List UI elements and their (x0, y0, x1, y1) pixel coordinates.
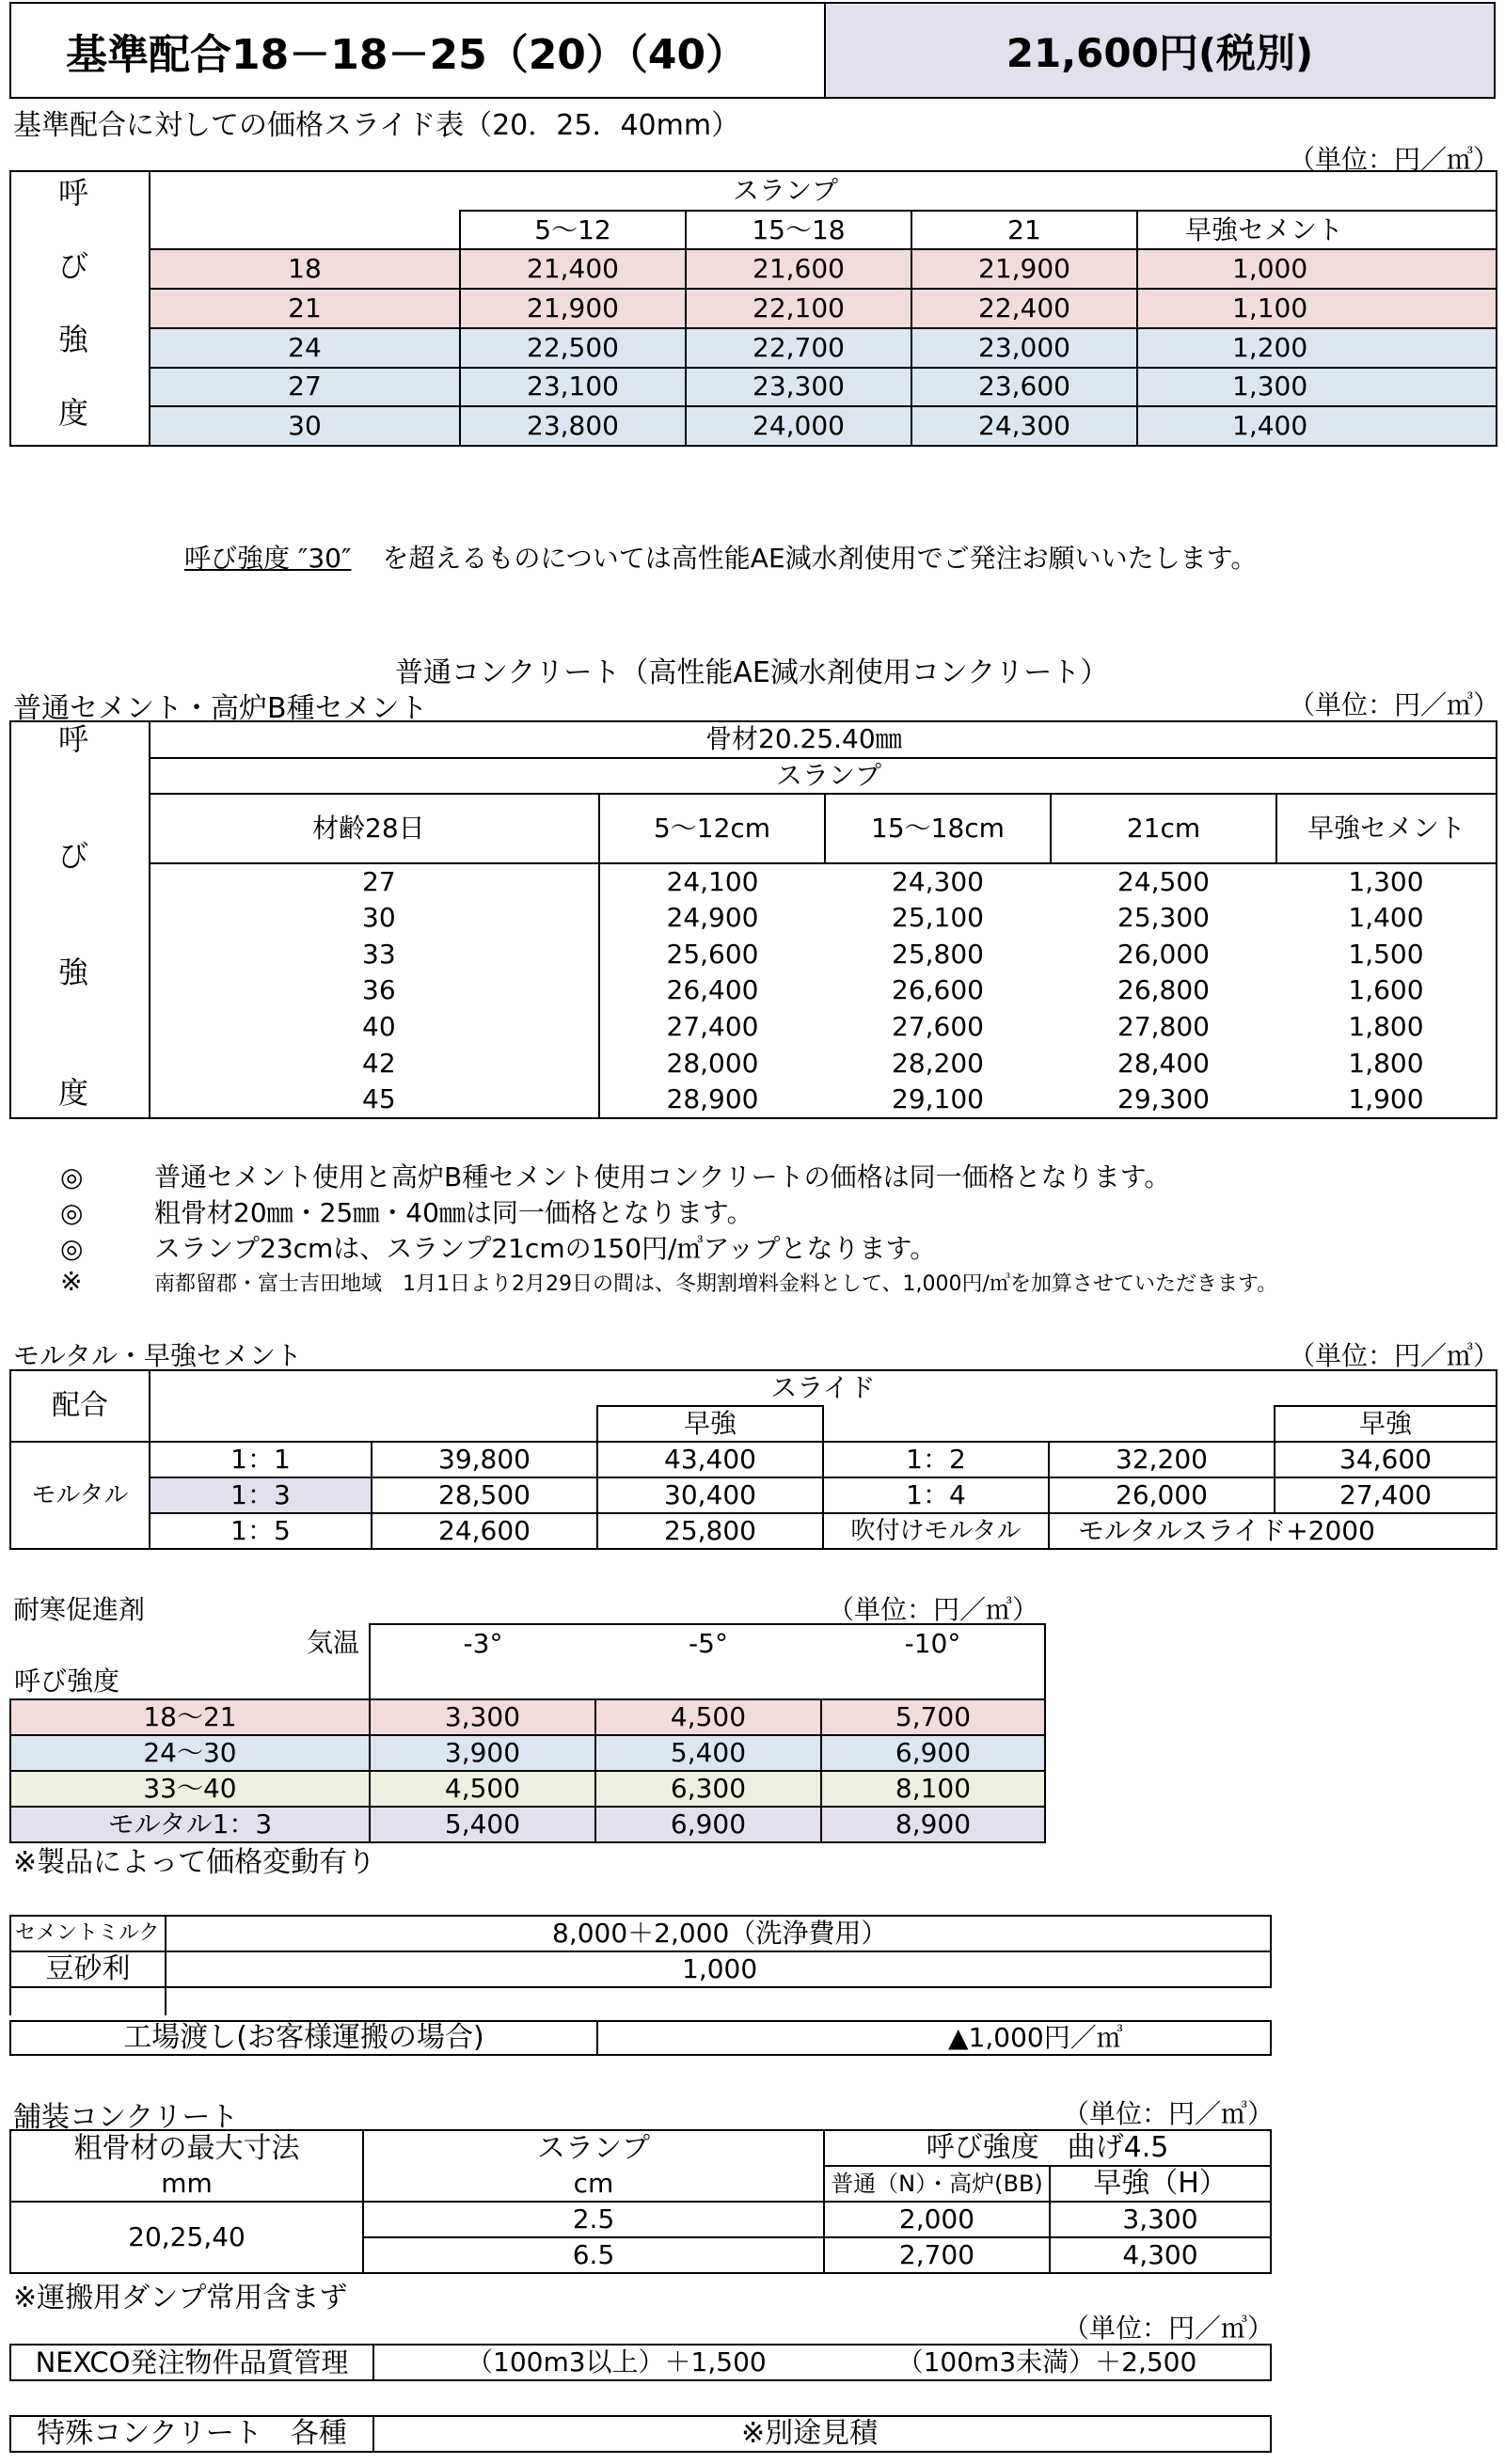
price-cell: 25,800 (597, 1513, 823, 1549)
page-title: 基準配合18－18－25（20）（40） (66, 30, 748, 79)
price-cell: 26,600 (892, 974, 984, 1006)
paving-note: ※運搬用ダンプ常用含まず (13, 2282, 348, 2314)
price-cell: 39,800 (372, 1442, 597, 1477)
note-underlined: 呼び強度 ″30″ (184, 543, 352, 574)
price-cell: 1,400 (1276, 900, 1497, 937)
header-title-box (9, 2, 826, 99)
mamejari-label: 豆砂利 (10, 1951, 166, 1987)
paving-slump: 2.5 (363, 2202, 824, 2237)
paving-col3-header: 呼び強度 曲げ4.5 (824, 2130, 1271, 2166)
table-row (10, 972, 1497, 1009)
strength-cell: 21 (150, 289, 460, 328)
table-row (10, 249, 1497, 289)
table-row (10, 328, 1497, 368)
price-cell: 43,400 (597, 1442, 823, 1477)
antifreeze-unit: （単位：円／㎥） (828, 1594, 1039, 1625)
slide1-note (184, 538, 1257, 576)
price-cell: 1,400 (1137, 406, 1497, 446)
slide1-col-header: 21 (911, 211, 1137, 250)
price-cell: 4,500 (595, 1699, 821, 1735)
table-row (10, 1735, 1045, 1771)
strength-cell: 40 (150, 1009, 599, 1046)
strength-cell: 36 (150, 972, 599, 1009)
paving-col1-unit: mm (10, 2166, 363, 2202)
mortar-soukyou-header: 早強 (597, 1406, 823, 1442)
price-cell: 6,300 (595, 1771, 821, 1807)
mortar-row-label: モルタル (10, 1442, 150, 1549)
paving-table (9, 2129, 1272, 2274)
price-cell: 27,400 (1275, 1477, 1497, 1513)
paving-title: 舗装コンクリート (13, 2101, 239, 2134)
table-row (10, 1045, 1497, 1082)
mortar-haigo: 配合 (10, 1370, 150, 1442)
table-row (10, 2202, 1271, 2237)
price-cell: 3,900 (370, 1735, 595, 1771)
price-cell: 25,600 (666, 938, 759, 970)
nexco-values (373, 2345, 1271, 2380)
table-row (10, 1699, 1045, 1735)
antifreeze-row-label: モルタル1：3 (10, 1807, 370, 1842)
row-label-char: 呼 (58, 721, 89, 757)
misc-table (9, 1915, 1272, 2015)
strength-cell: 18 (150, 249, 460, 289)
note-item (60, 1157, 1170, 1194)
price-cell: 27,400 (666, 1011, 759, 1043)
special-value: ※別途見積 (373, 2416, 1271, 2452)
price-cell: 22,400 (911, 289, 1137, 328)
table-row (10, 936, 1497, 972)
price-cell: 24,600 (372, 1513, 597, 1549)
price-cell: 1,600 (1276, 972, 1497, 1009)
price-cell: 8,100 (821, 1771, 1045, 1807)
price-cell: 5,400 (370, 1807, 595, 1842)
strength-cell: 27 (150, 368, 460, 407)
cement-milk-label: セメントミルク (10, 1916, 166, 1951)
price-cell: 1,100 (1137, 289, 1497, 328)
note-text: 粗骨材20㎜・25㎜・40㎜は同一価格となります。 (154, 1197, 753, 1228)
price-cell: 23,600 (911, 368, 1137, 407)
price-cell: 1,800 (1276, 1045, 1497, 1082)
row-label-char: び (58, 248, 89, 284)
mortar-title: モルタル・早強セメント (13, 1340, 302, 1371)
note-item (60, 1193, 753, 1230)
factory-table (9, 2020, 1272, 2056)
slide2-row-label (10, 721, 150, 1118)
antifreeze-table (9, 1623, 1046, 1843)
table-row (10, 863, 1497, 900)
note-item (60, 1228, 936, 1266)
price-cell: 28,200 (892, 1047, 984, 1079)
slide2-heading: 普通コンクリート（高性能AE減水剤使用コンクリート） (395, 656, 1109, 689)
slide2-col-header: 早強セメント (1276, 794, 1497, 862)
antifreeze-row-label: 33～40 (10, 1771, 370, 1807)
nexco-unit: （単位：円／㎥） (1063, 2313, 1275, 2344)
price-cell: 3,300 (1050, 2202, 1271, 2237)
paving-sub-early: 早強（H） (1050, 2166, 1271, 2202)
price-cell: 29,300 (1051, 1082, 1276, 1118)
slide2-col-header: 21cm (1051, 794, 1276, 862)
mortar-ratio: 1：3 (150, 1477, 372, 1513)
nexco-over: （100m3以上）＋1,500 (467, 2346, 767, 2377)
price-cell: 30,400 (597, 1477, 823, 1513)
antifreeze-row-label: 18～21 (10, 1699, 370, 1735)
cement-milk-value: 8,000＋2,000（洗浄費用） (166, 1916, 1271, 1951)
table-row (10, 1082, 1497, 1118)
mortar-ratio: 1：5 (150, 1513, 372, 1549)
price-cell: 25,300 (1117, 901, 1210, 933)
paving-col1-header: 粗骨材の最大寸法 (10, 2130, 363, 2166)
mortar-ratio: 1：4 (823, 1477, 1049, 1513)
price-cell: 1,900 (1276, 1082, 1497, 1118)
note-mark: ◎ (60, 1197, 84, 1228)
price-cell: 32,200 (1049, 1442, 1275, 1477)
nexco-table (9, 2344, 1272, 2381)
price-cell: 25,100 (892, 901, 984, 933)
slide2-slump-label: スランプ (150, 758, 1497, 795)
slide2-col-header: 5～12cm (599, 794, 825, 862)
price-cell: 1,500 (1276, 936, 1497, 972)
price-cell: 22,100 (686, 289, 911, 328)
table-row (10, 406, 1497, 446)
slide1-col-header: 15～18 (686, 211, 911, 250)
table-row (10, 1807, 1045, 1842)
paving-sub-normal: 普通（N）・高炉(BB) (824, 2166, 1050, 2202)
mortar-slide-label: スライド (150, 1370, 1497, 1406)
antifreeze-temp: -3° (370, 1624, 595, 1662)
special-table (9, 2415, 1272, 2453)
price-cell: 1,000 (1137, 249, 1497, 289)
slide2-col-header: 15～18cm (825, 794, 1051, 862)
table-row (10, 1442, 1497, 1477)
price-cell: 5,700 (821, 1699, 1045, 1735)
antifreeze-row-label: 24～30 (10, 1735, 370, 1771)
row-label-char: び (58, 838, 89, 874)
slide1-title: 基準配合に対しての価格スライド表（20．25．40mm） (13, 109, 740, 142)
slide1-unit: （単位：円／㎥） (1289, 144, 1500, 175)
mamejari-value: 1,000 (166, 1951, 1271, 1987)
price-cell: 4,500 (370, 1771, 595, 1807)
price-cell: 1,800 (1276, 1009, 1497, 1046)
nexco-label: NEXCO発注物件品質管理 (10, 2345, 373, 2380)
strength-cell: 33 (150, 936, 599, 972)
price-cell: 28,000 (666, 1047, 759, 1079)
slide1-col-header: 早強セメント (1137, 211, 1497, 250)
price-cell: 2,000 (824, 2202, 1050, 2237)
note-text: 南都留郡・富士吉田地域 1月1日より2月29日の間は、冬期割増料金料として、1,000円/㎥を加算させていただきます。 (154, 1272, 1278, 1296)
slide1-slump-label: スランプ (460, 171, 1497, 211)
price-cell: 28,400 (1117, 1047, 1210, 1079)
price-cell: 24,500 (1117, 865, 1210, 897)
note-rest: を超えるものについては高性能AE減水剤使用でご発注お願いいたします。 (382, 543, 1258, 574)
price-cell: 23,800 (460, 406, 686, 446)
price-cell: 27,600 (892, 1011, 984, 1043)
antifreeze-title: 耐寒促進剤 (13, 1594, 146, 1625)
antifreeze-temp: -10° (821, 1624, 1045, 1662)
price-cell: 22,700 (686, 328, 911, 368)
row-label-char: 呼 (58, 175, 89, 211)
table-row (10, 368, 1497, 407)
row-label-char: 強 (58, 955, 89, 990)
antifreeze-temp: -5° (595, 1624, 821, 1662)
price-cell: 26,000 (1049, 1477, 1275, 1513)
price-cell: 24,300 (911, 406, 1137, 446)
price-cell: 24,300 (892, 865, 984, 897)
price-cell: 2,700 (824, 2237, 1050, 2273)
mortar-table (9, 1369, 1497, 1550)
table-row (10, 900, 1497, 937)
strength-cell: 42 (150, 1045, 599, 1082)
price-cell: 1,200 (1137, 328, 1497, 368)
strength-cell: 27 (150, 863, 599, 900)
price-cell: 25,800 (892, 938, 984, 970)
mortar-ratio: 1：2 (823, 1442, 1049, 1477)
row-label-char: 強 (58, 322, 89, 357)
row-label-char: 度 (58, 395, 89, 431)
price-cell: 22,500 (460, 328, 686, 368)
antifreeze-strength-label: 呼び強度 (10, 1662, 370, 1699)
price-cell: 28,900 (599, 1082, 825, 1118)
price-cell: 21,400 (460, 249, 686, 289)
strength-cell: 30 (150, 406, 460, 446)
price-cell: 26,000 (1117, 938, 1210, 970)
paving-size: 20,25,40 (10, 2202, 363, 2273)
factory-value: ▲1,000円／㎥ (597, 2021, 1271, 2055)
note-mark: ◎ (60, 1233, 84, 1264)
price-cell: 26,400 (666, 974, 759, 1006)
table-row (10, 289, 1497, 328)
price-cell: 5,400 (595, 1735, 821, 1771)
table-row (10, 1513, 1497, 1549)
price-cell: 26,800 (1117, 974, 1210, 1006)
slide2-unit: （単位：円／㎥） (1289, 689, 1500, 720)
strength-cell: 45 (150, 1082, 599, 1118)
price-cell: 1,300 (1276, 863, 1497, 900)
price-cell: 34,600 (1275, 1442, 1497, 1477)
price-cell: 21,900 (460, 289, 686, 328)
slide2-table (9, 720, 1497, 1119)
slide2-subtitle: 普通セメント・高炉B種セメント (13, 692, 428, 725)
mortar-unit: （単位：円／㎥） (1289, 1340, 1500, 1371)
price-cell: 27,800 (1117, 1011, 1210, 1043)
price-cell: 4,300 (1050, 2237, 1271, 2273)
price-cell: 3,300 (370, 1699, 595, 1735)
antifreeze-temp-label: 気温 (10, 1624, 370, 1662)
table-row (10, 1771, 1045, 1807)
note-mark: ◎ (60, 1161, 84, 1193)
factory-label: 工場渡し(お客様運搬の場合) (10, 2021, 597, 2055)
price-cell: 21,900 (911, 249, 1137, 289)
strength-cell: 24 (150, 328, 460, 368)
price-cell: 6,900 (595, 1807, 821, 1842)
base-price: 21,600円(税別) (1006, 29, 1314, 76)
price-cell: 6,900 (821, 1735, 1045, 1771)
mortar-slide-note: モルタルスライド+2000 (1049, 1513, 1497, 1549)
note-text: 普通セメント使用と高炉B種セメント使用コンクリートの価格は同一価格となります。 (154, 1161, 1171, 1193)
price-cell: 28,500 (372, 1477, 597, 1513)
slide2-col-header: 材齢28日 (150, 794, 599, 862)
note-item (60, 1266, 1277, 1297)
slide1-col-header: 5～12 (460, 211, 686, 250)
price-cell: 24,900 (666, 901, 759, 933)
mortar-ratio: 1：1 (150, 1442, 372, 1477)
table-row (10, 1009, 1497, 1046)
price-cell: 21,600 (686, 249, 911, 289)
price-cell: 8,900 (821, 1807, 1045, 1842)
price-cell: 29,100 (825, 1082, 1051, 1118)
paving-col2-unit: cm (363, 2166, 824, 2202)
strength-cell: 30 (150, 900, 599, 937)
price-cell: 24,000 (686, 406, 911, 446)
slide1-table (9, 170, 1497, 447)
row-label-char: 度 (58, 1075, 89, 1111)
price-cell: 23,000 (911, 328, 1137, 368)
paving-unit: （単位：円／㎥） (1063, 2098, 1275, 2129)
nexco-under: （100m3未満）＋2,500 (896, 2346, 1197, 2377)
table-row (10, 1477, 1497, 1513)
slide2-aggregate-label: 骨材20.25.40㎜ (150, 721, 1497, 758)
slide1-row-label (10, 171, 150, 446)
note-mark: ※ (60, 1266, 83, 1297)
note-text: スランプ23cmは、スランプ21cmの150円/㎥アップとなります。 (154, 1233, 937, 1264)
price-cell: 23,100 (460, 368, 686, 407)
paving-col2-header: スランプ (363, 2130, 824, 2166)
paving-slump: 6.5 (363, 2237, 824, 2273)
price-cell: 23,300 (686, 368, 911, 407)
antifreeze-note: ※製品によって価格変動有り (13, 1846, 376, 1879)
special-label: 特殊コンクリート 各種 (10, 2416, 373, 2452)
mortar-soukyou-header: 早強 (1275, 1406, 1497, 1442)
price-cell: 1,300 (1137, 368, 1497, 407)
price-cell: 24,100 (666, 865, 759, 897)
mortar-ratio: 吹付けモルタル (823, 1513, 1049, 1549)
header-price-box (824, 2, 1496, 99)
